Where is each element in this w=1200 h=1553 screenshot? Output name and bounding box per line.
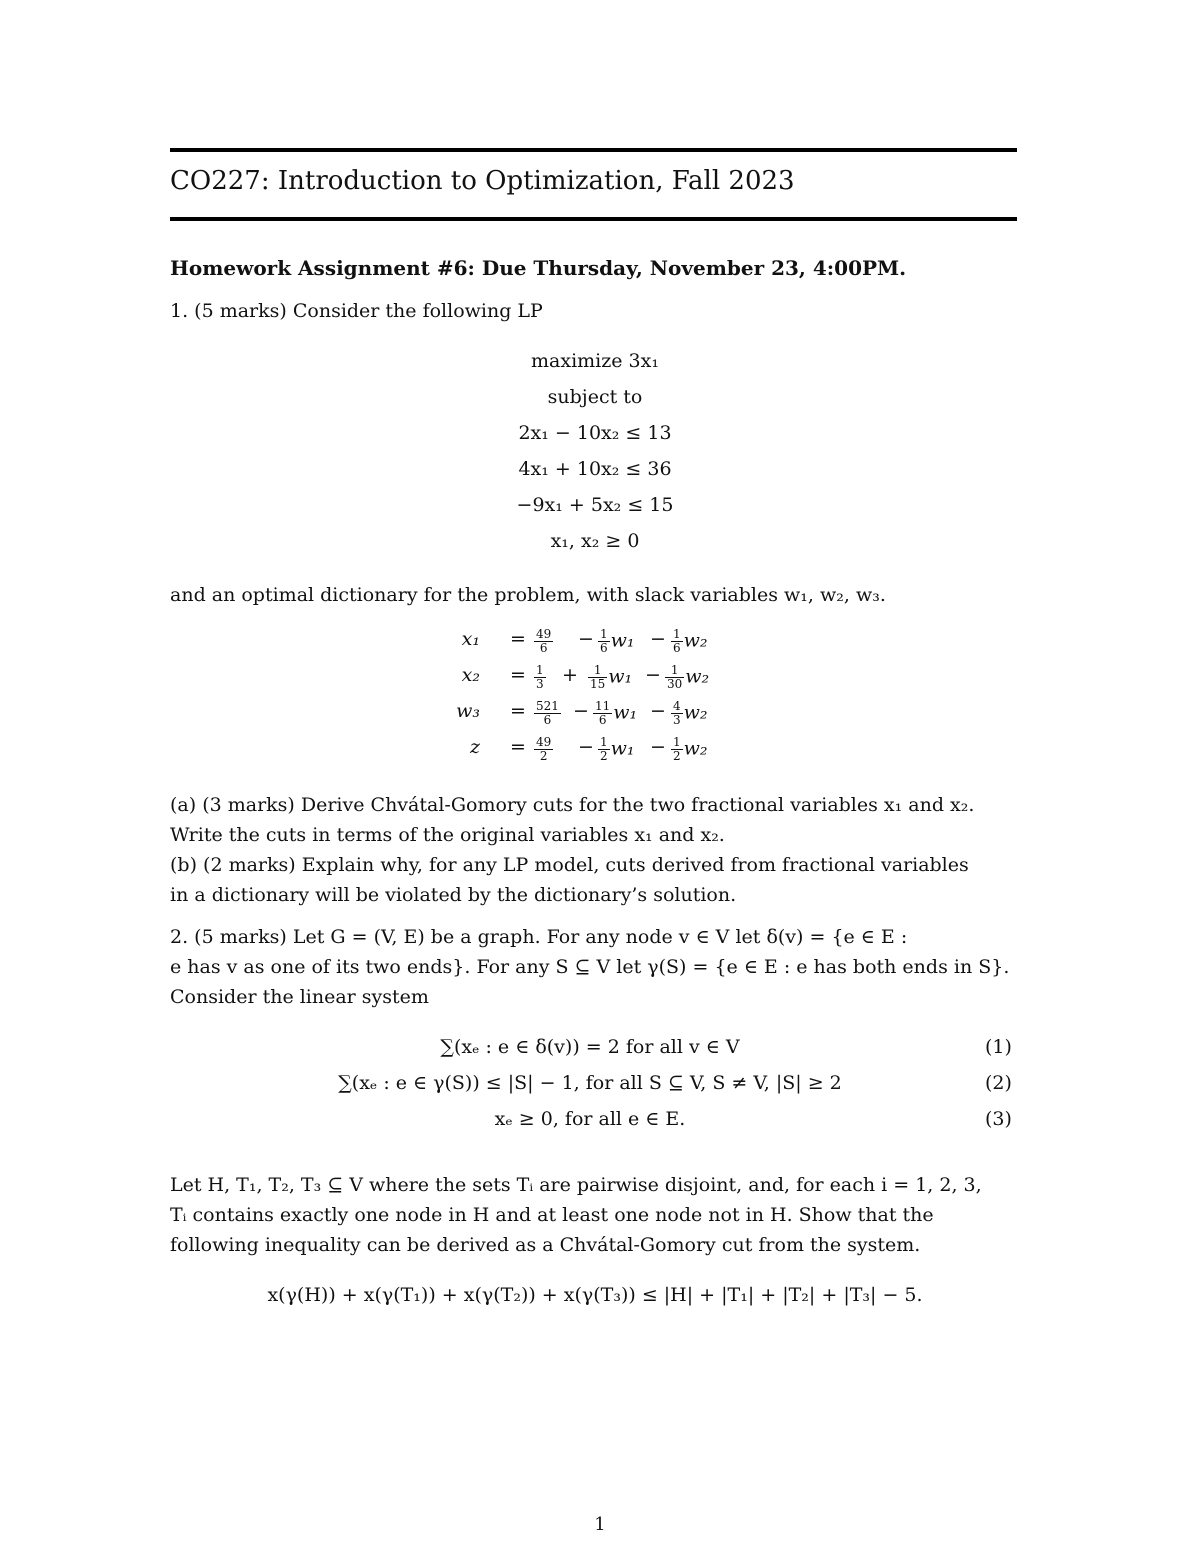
lp-objective: maximize 3x₁ [531, 350, 659, 372]
q2-after-line3: following inequality can be derived as a Chvátal-Gomory cut from the system. [170, 1234, 921, 1256]
coef-den: 6 [673, 641, 681, 655]
op2: − [650, 736, 666, 758]
const-den: 2 [539, 749, 548, 763]
title-bottom-rule [170, 217, 1017, 221]
coef-num: 4 [673, 699, 681, 713]
var-w1: w₁ [610, 737, 635, 760]
dict-lhs: x₁ [461, 628, 480, 650]
system-equation: ∑(xₑ : e ∈ δ(v)) = 2 for all v ∈ V [440, 1036, 740, 1058]
coef-den: 2 [600, 749, 608, 763]
coef-num: 1 [588, 664, 607, 678]
const-num: 49 [536, 627, 552, 641]
const-den: 3 [536, 677, 544, 691]
lp-nonnegativity: x₁, x₂ ≥ 0 [550, 530, 640, 552]
coef-den: 30 [667, 677, 683, 691]
const-den: 6 [543, 713, 552, 727]
q2-after-line1: Let H, T₁, T₂, T₃ ⊆ V where the sets Tᵢ are pairwise disjoint, and, for each i = 1, 2, 3, [170, 1174, 982, 1196]
course-title: CO227: Introduction to Optimization, Fall 2023 [170, 166, 795, 196]
q2-line1: 2. (5 marks) Let G = (V, E) be a graph. For any node v ∈ V let δ(v) = {e ∈ E : [170, 926, 908, 948]
part-a-line2: Write the cuts in terms of the original variables x₁ and x₂. [170, 824, 725, 846]
target-inequality: x(γ(H)) + x(γ(T₁)) + x(γ(T₂)) + x(γ(T₃)) ≤ |H| + |T₁| + |T₂| + |T₃| − 5. [267, 1284, 923, 1306]
const-den: 6 [539, 641, 548, 655]
equation-label: (2) [985, 1072, 1012, 1094]
const-num: 1 [536, 663, 544, 677]
op1: − [578, 736, 594, 758]
coef-num: 1 [673, 627, 681, 641]
equation-label: (1) [985, 1036, 1012, 1058]
dictionary-row: x₂ = $\frac{1}{3}$ + $\frac{1}{15}$ w₁ − $\frac{1}{30}$ w₂ [0, 664, 1200, 700]
coef-den: 6 [600, 641, 608, 655]
coef-den: 6 [598, 713, 607, 727]
dictionary-row: x₁ = $\frac{49}{6}$ − $\frac{1}{6}$ w₁ − $\frac{1}{6}$ w₂ [0, 628, 1200, 664]
var-w1: w₁ [610, 629, 635, 652]
lp-constraint: 4x₁ + 10x₂ ≤ 36 [518, 458, 672, 480]
dictionary-intro: and an optimal dictionary for the problem, with slack variables w₁, w₂, w₃. [170, 584, 886, 606]
dict-lhs: z [469, 736, 480, 758]
q1-intro: 1. (5 marks) Consider the following LP [170, 300, 543, 322]
coef-num: 1 [665, 664, 684, 678]
op1: + [562, 664, 578, 686]
op1: − [573, 700, 589, 722]
system-equation: ∑(xₑ : e ∈ γ(S)) ≤ |S| − 1, for all S ⊆ V, S ≠ V, |S| ≥ 2 [338, 1072, 842, 1094]
coef-den: 15 [590, 677, 606, 691]
coef-den: 2 [673, 749, 681, 763]
dict-lhs: w₃ [456, 700, 480, 722]
coef-den: 3 [673, 713, 681, 727]
coef-num: 1 [673, 735, 681, 749]
op2: − [650, 628, 666, 650]
q2-line2: e has v as one of its two ends}. For any S ⊆ V let γ(S) = {e ∈ E : e has both ends in S}. [170, 956, 1010, 978]
coef-num: 1 [600, 735, 608, 749]
part-a-line1: (a) (3 marks) Derive Chvátal-Gomory cuts for the two fractional variables x₁ and x₂. [170, 794, 975, 816]
const-num: 521 [536, 699, 559, 713]
lp-constraint: 2x₁ − 10x₂ ≤ 13 [518, 422, 672, 444]
lp-constraint: −9x₁ + 5x₂ ≤ 15 [516, 494, 674, 516]
var-w1: w₁ [608, 665, 633, 688]
part-b-line2: in a dictionary will be violated by the dictionary’s solution. [170, 884, 737, 906]
dict-lhs: x₂ [461, 664, 480, 686]
coef-num: 1 [600, 627, 608, 641]
dictionary-row: w₃ = $\frac{521}{6}$ − $\frac{11}{6}$ w₁ − $\frac{4}{3}$ w₂ [0, 700, 1200, 736]
dictionary-row: z = $\frac{49}{2}$ − $\frac{1}{2}$ w₁ − $\frac{1}{2}$ w₂ [0, 736, 1200, 772]
var-w1: w₁ [613, 701, 638, 724]
op1: − [578, 628, 594, 650]
op2: − [650, 700, 666, 722]
lp-subject-to: subject to [547, 386, 643, 408]
const-num: 49 [536, 735, 552, 749]
var-w2: w₂ [683, 629, 708, 652]
var-w2: w₂ [685, 665, 710, 688]
top-rule [170, 148, 1017, 152]
coef-num: 11 [595, 699, 611, 713]
q2-line3: Consider the linear system [170, 986, 429, 1008]
part-b-line1: (b) (2 marks) Explain why, for any LP model, cuts derived from fractional variables [170, 854, 969, 876]
equation-label: (3) [985, 1108, 1012, 1130]
var-w2: w₂ [683, 737, 708, 760]
op2: − [645, 664, 661, 686]
q2-after-line2: Tᵢ contains exactly one node in H and at least one node not in H. Show that the [170, 1204, 934, 1226]
page-number: 1 [594, 1514, 606, 1535]
assignment-heading: Homework Assignment #6: Due Thursday, November 23, 4:00PM. [170, 256, 907, 280]
system-equation: xₑ ≥ 0, for all e ∈ E. [494, 1108, 686, 1130]
var-w2: w₂ [683, 701, 708, 724]
